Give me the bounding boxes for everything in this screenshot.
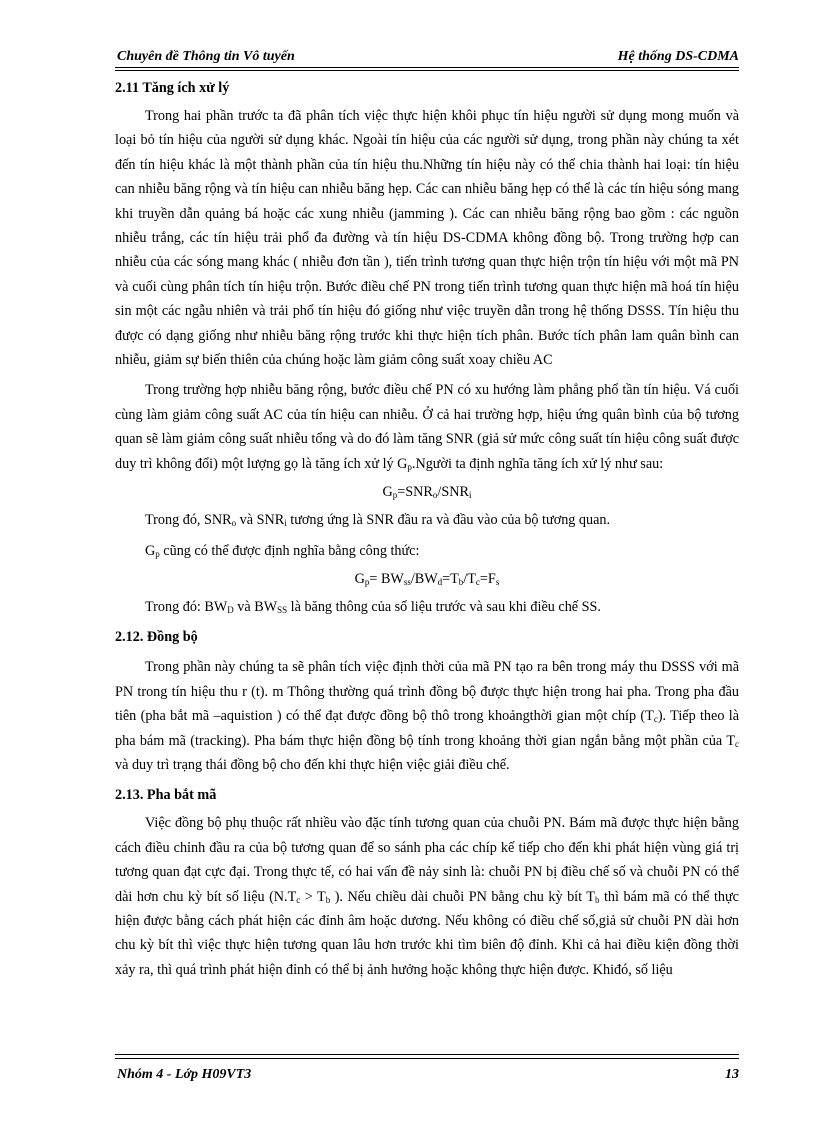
footer-rule-2 [115, 1058, 739, 1059]
paragraph-2-12: Trong phần này chúng ta sẽ phân tích việc định thời của mã PN tạo ra bên trong máy thu DSSS với mã PN trong tín hiệu thu r (t). m Thông thường quá trình đồng bộ được thực hiện trong hai pha. Trong pha đầu tiên (pha bắt mã –aquistion ) có thể đạt được đồng bộ thô trong khoảngthời gian một chíp $(T_c)$. Tiếp theo là pha bám mã (tracking). Pha bám thực hiện đồng bộ tính trong khoảng thời gian ngắn bằng một phần của $T_c$ và duy trì trạng thái đồng bộ cho đến khi thực hiện việc giải điều chế. [115, 659, 739, 773]
header-rule-1 [115, 67, 739, 68]
paragraph-2-11-1: Trong hai phần trước ta đã phân tích việc thực hiện khôi phục tín hiệu người sử dụng mong muốn và loại bỏ tín hiệu của người sử dụng khác. Ngoài tín hiệu của các người sử dụng, trong phần này chúng ta xét đến tín hiệu khác là một thành phần của tín hiệu thu.Những tín hiệu này có thể chia thành hai loại: tín hiệu can nhiễu băng rộng và tín hiệu can nhiễu băng hẹp. Các can nhiễu băng hẹp có thể là các tín hiệu sóng mang khi truyền dẫn quảng bá hoặc các xung nhiễu (jamming ). Các can nhiễu băng rộng bao gồm : các nguồn nhiễu trắng, các tín hiệu trải phổ đa đường và tín hiệu DS-CDMA không đồng bộ. Trong trường hợp can nhiễu của các sóng mang khác ( nhiễu đơn tần ), tiến trình tương quan thực hiện trộn tín hiệu với một mã PN và cuối cùng phân tích tín hiệu trộn. Bước điều chế PN trong tiến trình tương quan thực hiện mã hoá tín hiệu sin một các ngẫu nhiên và trải phổ tín hiệu đó giống như việc truyền dẫn trong hệ thống DSSS. Tín hiệu thu được có dạng giống như nhiễu băng rộng trước khi thực hiện tích phân. Bước tích phân lam quân bình can nhiễu, giảm sự biến thiên của chúng hoặc làm giảm công suất xoay chiều AC [115, 108, 739, 369]
header-chapter-title: Hệ thống DS-CDMA [617, 49, 739, 64]
paragraph-2-11-4: $G_p$ cũng có thể được định nghĩa bằng công thức: [145, 542, 420, 559]
page-header [115, 46, 739, 66]
footer-rule-1 [115, 1054, 739, 1055]
equation-processing-gain: $G_p=SNR_o/SNR_i$ [382, 484, 472, 501]
page-number: 13 [725, 1067, 739, 1082]
paragraph-2-11-2: Trong trường hợp nhiễu băng rộng, bước điều chế PN có xu hướng làm phẳng phổ tần tín hiệu. Vá cuối cùng làm giảm công suất AC của tín hiệu can nhiễu. Ở cả hai trường hợp, hiệu ứng quân bình của bộ tương quan sẽ làm giảm công suất nhiễu tổng và do đó làm tăng SNR (giả sử mức công suất tín hiệu công suất được duy trì không đổi) một lượng gọ là tăng ích xử lý $G_p.Người$ ta định nghĩa tăng ích xử lý như sau: [115, 382, 739, 472]
paragraph-2-13: Việc đồng bộ phụ thuộc rất nhiều vào đặc tính tương quan của chuỗi PN. Bám mã được thực hiện bằng cách điều chỉnh đầu ra của bộ tương quan để so sánh pha các chíp kế tiếp cho đến khi phát hiện vùng giá trị tương quan đạt cực đại. Trong thực tế, có hai vấn đề nảy sinh là: chuỗi PN bị điều chế số và chuỗi PN có thể dài hơn chu kỳ bít số liệu ($N.T_c > T_b$ ). Nếu chiều dài chuỗi PN bằng chu kỳ bít $T_b$ thì bám mã có thể thực hiện được bằng cách phát hiện các đỉnh âm hoặc dương. Nếu không có điều chế số,giả sử chuỗi PN dài hơn chu kỳ bít thì việc thực hiện tương quan lâu hơn trước khi tìm biên độ đỉnh. Khi cả hai điều kiện đồng thời xảy ra, thì quá trình phát hiện đỉnh có thể bị ảnh hưởng hoặc không thực hiện được. Khiđó, số liệu [115, 815, 739, 978]
header-rule-2 [115, 70, 739, 71]
paragraph-2-11-3: Trong đó, $SNR_o$ và $SNR_i$ tương ứng là SNR đầu ra và đầu vào của bộ tương quan. [145, 512, 611, 529]
paragraph-2-11-5: Trong đó: $BW_D$ và $BW_{SS}$ là băng thông của số liệu trước và sau khi điều chế SS. [145, 598, 601, 615]
page-footer [115, 1067, 739, 1085]
page-body [115, 76, 739, 982]
heading-2-11: 2.11 Tăng ích xử lý [115, 80, 230, 96]
heading-2-13: 2.13. Pha bắt mã [115, 787, 217, 804]
footer-group-class: Nhóm 4 - Lớp H09VT3 [117, 1067, 252, 1082]
heading-2-12: 2.12. Đồng bộ [115, 629, 198, 646]
header-document-title: Chuyên đề Thông tin Vô tuyến [117, 49, 295, 64]
equation-bandwidth-ratio: $G_p= BW_{ss}/BW_d=T_b/T_c=F_s$ [354, 570, 500, 587]
